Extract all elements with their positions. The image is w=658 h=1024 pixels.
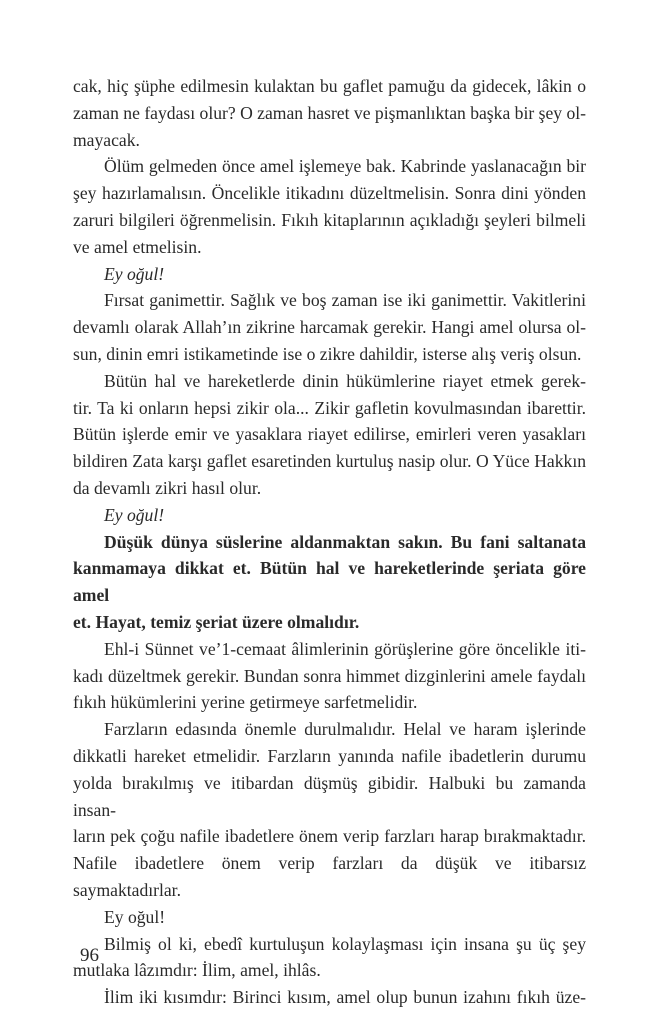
paragraph: [73, 153, 586, 260]
paragraph: [73, 716, 586, 904]
text-line: Farzların edasında önemle durulmalıdır. Helal ve haram işlerinde: [104, 719, 586, 740]
text-line: tir. Ta ki onların hepsi zikir ola... Zikir gafletin kovulmasından ibarettir.: [73, 397, 586, 418]
address-line: [73, 261, 586, 288]
text-line: Ölüm gelmeden önce amel işlemeye bak. Kabrinde yaslanacağın bir: [104, 156, 586, 177]
paragraph: [73, 73, 586, 153]
text-line: Ehl-i Sünnet ve’1-cemaat âlimlerinin görüşlerine göre öncelikle iti-: [104, 638, 586, 659]
text-line: cak, hiç şüphe edilmesin kulaktan bu gaflet pamuğu da gidecek, lâkin o: [73, 76, 586, 96]
text-line: yolda bırakılmış ve itibardan düşmüş gibidir. Halbuki bu zamanda insan-: [73, 772, 586, 820]
text-line: İlim iki kısımdır: Birinci kısım, amel olup bunun izahını fıkıh üze-: [104, 987, 586, 1008]
text-line: devamlı olarak Allah’ın zikrine harcamak gerekir. Hangi amel olursa ol-: [73, 317, 586, 338]
text-line: şey hazırlamalısın. Öncelikle itikadını düzeltmelisin. Sonra dini yönden: [73, 183, 586, 204]
emphasized-paragraph: [73, 529, 586, 636]
text-line: mayacak.: [73, 129, 140, 150]
text-line: dikkatli hareket etmelidir. Farzların yanında nafile ibadetlerin durumu: [73, 745, 586, 766]
text-line: bildiren Zata karşı gaflet esaretinden kurtuluş nasip olur. O Yüce Hakkın: [73, 451, 586, 472]
book-page-body: [73, 73, 586, 1011]
page-number: 96: [80, 945, 99, 966]
paragraph: [73, 931, 586, 985]
text-line: zaman ne faydası olur? O zaman hasret ve pişmanlıktan başka bir şey ol-: [73, 102, 586, 123]
text-line: Ey oğul!: [104, 906, 166, 927]
text-line: sun, dinin emri istikametinde ise o zikre dahildir, isterse alış veriş olsun.: [73, 343, 582, 364]
text-line: mutlaka lâzımdır: İlim, amel, ihlâs.: [73, 960, 321, 981]
paragraph: [73, 287, 586, 367]
text-line: zaruri bilgileri öğrenmelisin. Fıkıh kitaplarının açıkladığı şeyleri bilmeli: [73, 209, 586, 230]
text-line: Bilmiş ol ki, ebedî kurtuluşun kolaylaşması için insana şu üç şey: [104, 933, 586, 954]
text-line: kanmamaya dikkat et. Bütün hal ve hareketlerinde şeriata göre amel: [73, 558, 586, 606]
text-line: kadı düzeltmek gerekir. Bundan sonra himmet dizginlerini amele faydalı: [73, 665, 586, 686]
paragraph: [73, 904, 586, 931]
address-line: [73, 502, 586, 529]
text-line: Fırsat ganimettir. Sağlık ve boş zaman ise iki ganimettir. Vakitlerini: [104, 290, 586, 311]
text-line: Ey oğul!: [104, 504, 165, 525]
text-line: da devamlı zikri hasıl olur.: [73, 477, 262, 498]
text-line: Bütün hal ve hareketlerde dinin hükümlerine riayet etmek gerek-: [104, 370, 586, 391]
text-line: Düşük dünya süslerine aldanmaktan sakın. Bu fani saltanata: [104, 531, 586, 552]
text-line: Nafile ibadetlere önem verip farzları da düşük ve itibarsız saymaktadırlar.: [73, 853, 586, 900]
paragraph: [73, 636, 586, 716]
paragraph: [73, 984, 586, 1011]
text-line: Ey oğul!: [104, 263, 165, 284]
text-line: ların pek çoğu nafile ibadetlere önem verip farzları harap bırakmaktadır.: [73, 826, 586, 847]
text-line: fıkıh hükümlerini yerine getirmeye sarfetmelidir.: [73, 692, 418, 713]
text-line: Bütün işlerde emir ve yasaklara riayet edilirse, emirleri veren yasakları: [73, 424, 586, 445]
text-line: ve amel etmelisin.: [73, 236, 202, 257]
paragraph: [73, 368, 586, 502]
text-line: et. Hayat, temiz şeriat üzere olmalıdır.: [73, 611, 360, 632]
